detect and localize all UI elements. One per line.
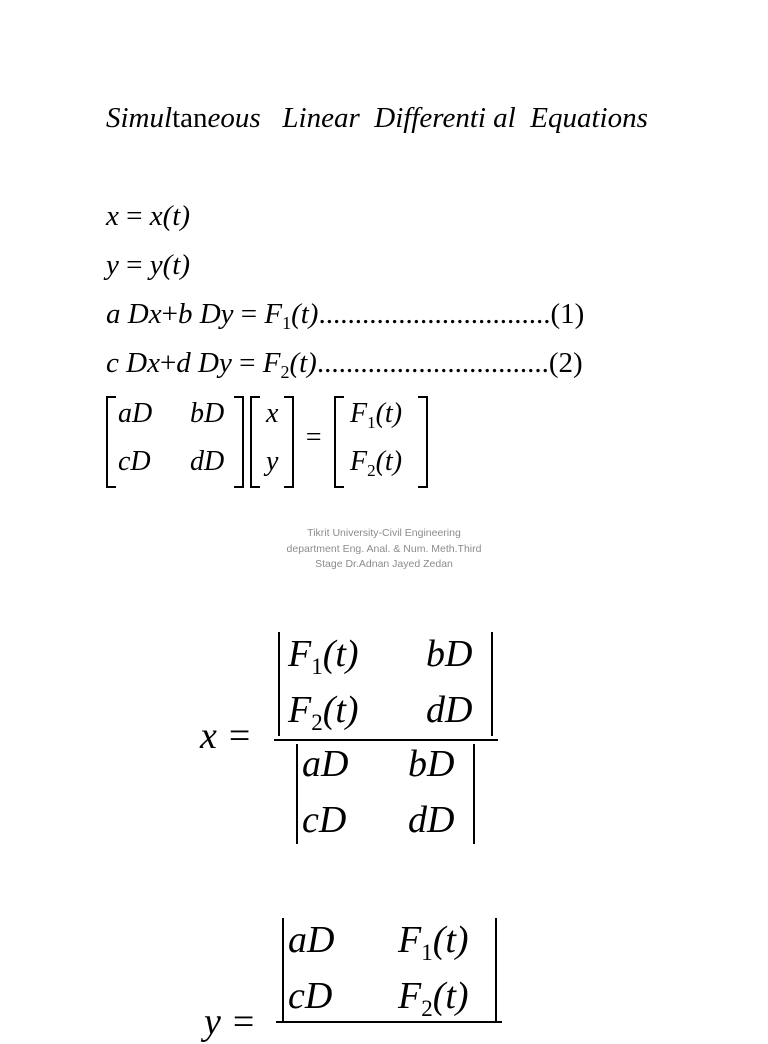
determinant-bar <box>491 632 493 736</box>
vector-cell: x <box>266 398 279 429</box>
footer-line: Stage Dr.Adnan Jayed Zedan <box>315 558 453 570</box>
definition-y: y = y(t) <box>106 249 190 281</box>
determinant-cell: $F_2(t)$ <box>398 975 469 1021</box>
determinant-bar <box>282 918 284 1022</box>
right-bracket <box>234 396 244 488</box>
equals-sign: = <box>304 422 323 453</box>
determinant-cell: aD <box>288 919 335 961</box>
page-title: Simultaneous Linear Differenti al Equations <box>106 102 648 134</box>
matrix-cell: bD <box>190 398 225 429</box>
footer-line: department Eng. Anal. & Num. Meth.Third <box>286 542 482 555</box>
matrix-equation <box>104 396 444 488</box>
determinant-cell: $F_1(t)$ <box>288 633 359 679</box>
footer-line: Tikrit University-Civil Engineering <box>307 527 461 539</box>
determinant-cell: $F_1(t)$ <box>398 919 469 965</box>
definition-x: x = x(t) <box>106 200 190 232</box>
matrix-cell: dD <box>190 446 225 477</box>
left-bracket <box>106 396 116 488</box>
fraction-bar <box>274 739 498 741</box>
determinant-bar <box>473 744 475 844</box>
determinant-cell: cD <box>288 975 333 1017</box>
slide-footer <box>234 526 534 573</box>
cramer-x-lhs: x = <box>200 715 251 757</box>
equation-2: c Dx+d $Dy = F_2(t)................................(2)$ <box>106 347 583 382</box>
matrix-cell: cD <box>118 446 151 477</box>
left-bracket <box>334 396 344 488</box>
determinant-bar <box>278 632 280 736</box>
vector-cell: $F_2(t)$ <box>350 446 403 480</box>
left-bracket <box>250 396 260 488</box>
determinant-cell: bD <box>408 743 455 785</box>
determinant-cell: dD <box>408 799 455 841</box>
vector-cell: $F_1(t)$ <box>350 398 403 432</box>
right-bracket <box>284 396 294 488</box>
equation-1: a Dx+b $Dy = F_1(t)................................(1)$ <box>106 298 585 333</box>
determinant-cell: bD <box>426 633 473 675</box>
determinant-bar <box>495 918 497 1022</box>
determinant-cell: $F_2(t)$ <box>288 689 359 735</box>
fraction-bar <box>276 1021 502 1023</box>
cramer-y-lhs: y = <box>204 1001 255 1043</box>
right-bracket <box>418 396 428 488</box>
determinant-bar <box>296 744 298 844</box>
determinant-cell: aD <box>302 743 349 785</box>
determinant-cell: cD <box>302 799 347 841</box>
vector-cell: y <box>266 446 279 477</box>
matrix-cell: aD <box>118 398 153 429</box>
determinant-cell: dD <box>426 689 473 731</box>
